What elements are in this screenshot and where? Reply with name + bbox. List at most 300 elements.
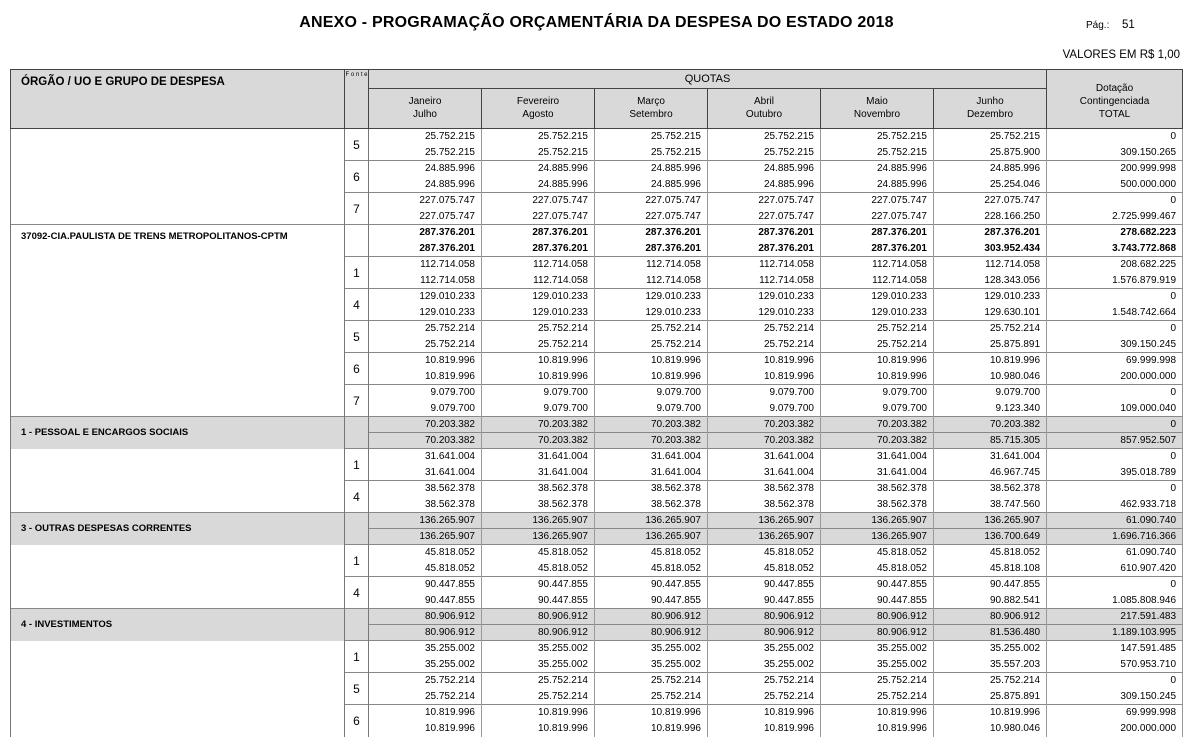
total-cell: 61.090.740: [1047, 513, 1183, 529]
quota-cell: 10.819.996: [934, 353, 1047, 369]
quota-cell: 25.752.214: [821, 689, 934, 705]
month-header: [708, 88, 821, 128]
total-cell: 2.725.999.467: [1047, 209, 1183, 225]
quota-cell: 10.819.996: [708, 353, 821, 369]
total-cell: 570.953.710: [1047, 657, 1183, 673]
quota-cell: 287.376.201: [482, 225, 595, 241]
quota-cell: 136.265.907: [708, 529, 821, 545]
quota-cell: 90.447.855: [708, 577, 821, 593]
quota-cell: 10.819.996: [369, 705, 482, 721]
quota-cell: 227.075.747: [482, 209, 595, 225]
budget-table: [10, 69, 1182, 737]
org-cell: [11, 705, 345, 737]
quota-cell: 9.123.340: [934, 401, 1047, 417]
quota-cell: 112.714.058: [482, 273, 595, 289]
quota-cell: 70.203.382: [482, 417, 595, 433]
quota-cell: 38.562.378: [482, 497, 595, 513]
quota-cell: 25.752.214: [708, 673, 821, 689]
quota-cell: 129.010.233: [821, 289, 934, 305]
quota-cell: 10.819.996: [821, 369, 934, 385]
quota-cell: 287.376.201: [482, 241, 595, 257]
fonte-cell: [345, 609, 369, 641]
quota-cell: 25.752.215: [369, 145, 482, 161]
month-header: [369, 88, 482, 128]
quota-cell: 10.819.996: [482, 369, 595, 385]
quota-cell: 25.752.214: [595, 673, 708, 689]
quota-cell: 112.714.058: [708, 257, 821, 273]
quota-cell: 80.906.912: [482, 609, 595, 625]
month-label: Maio: [866, 96, 888, 108]
table-row: [11, 193, 1183, 209]
quota-cell: 31.641.004: [821, 465, 934, 481]
quota-cell: 10.819.996: [595, 721, 708, 737]
quota-cell: 112.714.058: [821, 273, 934, 289]
month-header: [482, 88, 595, 128]
quota-cell: 24.885.996: [821, 161, 934, 177]
units-note: VALORES EM R$ 1,00: [1062, 49, 1180, 61]
fonte-cell: 6: [345, 705, 369, 737]
expense-group-label: 3 - OUTRAS DESPESAS CORRENTES: [11, 513, 345, 545]
quota-cell: 129.010.233: [595, 305, 708, 321]
fonte-cell: 5: [345, 129, 369, 161]
quota-cell: 31.641.004: [369, 449, 482, 465]
quota-cell: 136.265.907: [821, 513, 934, 529]
quota-cell: 10.819.996: [595, 369, 708, 385]
quota-cell: 10.819.996: [482, 353, 595, 369]
quota-cell: 227.075.747: [934, 193, 1047, 209]
quota-cell: 24.885.996: [708, 161, 821, 177]
fonte-cell: 7: [345, 193, 369, 225]
fonte-cell: 5: [345, 673, 369, 705]
quota-cell: 112.714.058: [369, 257, 482, 273]
quota-cell: 128.343.056: [934, 273, 1047, 289]
quota-cell: 80.906.912: [821, 625, 934, 641]
quota-cell: 10.819.996: [595, 353, 708, 369]
quota-cell: 25.752.214: [595, 321, 708, 337]
quota-cell: 9.079.700: [595, 401, 708, 417]
quota-cell: 70.203.382: [595, 417, 708, 433]
quota-cell: 25.875.891: [934, 337, 1047, 353]
total-cell: 61.090.740: [1047, 545, 1183, 561]
quota-cell: 38.562.378: [821, 497, 934, 513]
org-cell: [11, 577, 345, 609]
quota-cell: 136.265.907: [934, 513, 1047, 529]
table-row: [11, 449, 1183, 465]
quota-cell: 38.562.378: [595, 497, 708, 513]
fonte-cell: 4: [345, 481, 369, 513]
total-cell: 278.682.223: [1047, 225, 1183, 241]
quota-cell: 25.254.046: [934, 177, 1047, 193]
quota-cell: 35.557.203: [934, 657, 1047, 673]
table-row: [11, 609, 1183, 625]
quota-cell: 112.714.058: [934, 257, 1047, 273]
quota-cell: 9.079.700: [934, 385, 1047, 401]
quota-cell: 25.752.214: [369, 689, 482, 705]
quota-cell: 31.641.004: [821, 449, 934, 465]
quota-cell: 45.818.052: [482, 561, 595, 577]
quota-cell: 38.562.378: [482, 481, 595, 497]
quota-cell: 81.536.480: [934, 625, 1047, 641]
quota-cell: 24.885.996: [595, 177, 708, 193]
month-label: Abril: [753, 96, 774, 108]
total-cell: 1.548.742.664: [1047, 305, 1183, 321]
quota-cell: 35.255.002: [708, 641, 821, 657]
quota-cell: 25.752.214: [369, 337, 482, 353]
quota-cell: 38.562.378: [708, 497, 821, 513]
fonte-cell: 6: [345, 353, 369, 385]
quota-cell: 136.265.907: [369, 513, 482, 529]
quota-cell: 24.885.996: [708, 177, 821, 193]
page-label: Pág.:: [1086, 20, 1110, 31]
quota-cell: 10.819.996: [708, 369, 821, 385]
quota-cell: 25.752.214: [708, 321, 821, 337]
quota-cell: 35.255.002: [595, 657, 708, 673]
table-row: [11, 289, 1183, 305]
quota-cell: 9.079.700: [482, 385, 595, 401]
page-number: 51: [1122, 19, 1135, 31]
quota-cell: 25.752.214: [708, 337, 821, 353]
month-label: Novembro: [853, 109, 901, 121]
quota-cell: 35.255.002: [821, 641, 934, 657]
total-cell: 0: [1047, 481, 1183, 497]
table-row: [11, 705, 1183, 721]
total-cell: 200.000.000: [1047, 369, 1183, 385]
document-title: ANEXO - PROGRAMAÇÃO ORÇAMENTÁRIA DA DESPESA DO ESTADO 2018: [299, 14, 894, 31]
quota-cell: 38.562.378: [369, 481, 482, 497]
quota-cell: 35.255.002: [482, 657, 595, 673]
month-label: Outubro: [745, 109, 783, 121]
total-cell: 69.999.998: [1047, 353, 1183, 369]
quota-cell: 25.752.214: [934, 673, 1047, 689]
table-row: [11, 225, 1183, 241]
quota-cell: 227.075.747: [821, 193, 934, 209]
quota-cell: 70.203.382: [821, 433, 934, 449]
quota-cell: 25.752.214: [821, 337, 934, 353]
quota-cell: 38.562.378: [821, 481, 934, 497]
quota-cell: 9.079.700: [369, 401, 482, 417]
quota-cell: 227.075.747: [369, 193, 482, 209]
total-cell: 109.000.040: [1047, 401, 1183, 417]
total-cell: 0: [1047, 673, 1183, 689]
fonte-cell: 4: [345, 289, 369, 321]
total-cell: 0: [1047, 449, 1183, 465]
quota-cell: 45.818.108: [934, 561, 1047, 577]
quota-cell: 9.079.700: [821, 385, 934, 401]
quota-cell: 80.906.912: [708, 609, 821, 625]
quota-cell: 45.818.052: [934, 545, 1047, 561]
quota-cell: 25.752.215: [482, 129, 595, 145]
quota-cell: 129.010.233: [482, 289, 595, 305]
quota-cell: 10.819.996: [708, 721, 821, 737]
quota-cell: 25.752.214: [482, 673, 595, 689]
quota-cell: 80.906.912: [595, 609, 708, 625]
quota-cell: 25.752.215: [934, 129, 1047, 145]
quota-cell: 136.265.907: [708, 513, 821, 529]
org-cell: [11, 641, 345, 673]
quota-cell: 10.980.046: [934, 721, 1047, 737]
quota-cell: 112.714.058: [708, 273, 821, 289]
org-cell: [11, 321, 345, 353]
quota-cell: 31.641.004: [595, 465, 708, 481]
quota-cell: 25.752.214: [821, 321, 934, 337]
quota-cell: 112.714.058: [821, 257, 934, 273]
quota-cell: 38.562.378: [369, 497, 482, 513]
org-cell: [11, 673, 345, 705]
quota-cell: 25.752.215: [595, 145, 708, 161]
quota-cell: 129.010.233: [595, 289, 708, 305]
quota-cell: 9.079.700: [595, 385, 708, 401]
org-cell: [11, 193, 345, 225]
quota-cell: 10.819.996: [821, 353, 934, 369]
total-cell: 0: [1047, 577, 1183, 593]
quota-cell: 303.952.434: [934, 241, 1047, 257]
quota-cell: 70.203.382: [369, 417, 482, 433]
quota-cell: 136.265.907: [369, 529, 482, 545]
quota-cell: 31.641.004: [934, 449, 1047, 465]
fonte-column-header: F o n t e: [345, 70, 369, 129]
total-cell: 857.952.507: [1047, 433, 1183, 449]
quota-cell: 38.562.378: [934, 481, 1047, 497]
quotas-header: QUOTAS: [369, 70, 1047, 89]
total-cell: 309.150.265: [1047, 145, 1183, 161]
org-cell: [11, 385, 345, 417]
quota-cell: 80.906.912: [821, 609, 934, 625]
fonte-cell: 4: [345, 577, 369, 609]
quota-cell: 129.010.233: [821, 305, 934, 321]
fonte-cell: 7: [345, 385, 369, 417]
month-label: Setembro: [629, 109, 673, 121]
quota-cell: 25.875.891: [934, 689, 1047, 705]
quota-cell: 129.010.233: [708, 289, 821, 305]
quota-cell: 287.376.201: [708, 241, 821, 257]
org-cell: [11, 257, 345, 289]
month-label: Fevereiro: [516, 96, 560, 108]
month-header: [595, 88, 708, 128]
quota-cell: 80.906.912: [369, 609, 482, 625]
total-cell: 1.576.879.919: [1047, 273, 1183, 289]
total-cell: 147.591.485: [1047, 641, 1183, 657]
quota-cell: 90.882.541: [934, 593, 1047, 609]
org-cell: [11, 481, 345, 513]
quota-cell: 25.752.214: [934, 321, 1047, 337]
quota-cell: 25.752.215: [821, 145, 934, 161]
quota-cell: 80.906.912: [934, 609, 1047, 625]
quota-cell: 10.819.996: [708, 705, 821, 721]
quota-cell: 45.818.052: [595, 545, 708, 561]
month-label: Janeiro: [408, 96, 442, 108]
quota-cell: 112.714.058: [482, 257, 595, 273]
org-cell: [11, 289, 345, 321]
quota-cell: 25.752.215: [708, 129, 821, 145]
expense-group-label: 4 - INVESTIMENTOS: [11, 609, 345, 641]
table-row: [11, 641, 1183, 657]
quota-cell: 45.818.052: [821, 561, 934, 577]
quota-cell: 9.079.700: [369, 385, 482, 401]
total-cell: 309.150.245: [1047, 337, 1183, 353]
quota-cell: 45.818.052: [708, 561, 821, 577]
quota-cell: 90.447.855: [482, 593, 595, 609]
total-header-line: Contingenciada: [1079, 95, 1150, 107]
table-row: [11, 577, 1183, 593]
fonte-cell: [345, 225, 369, 257]
org-unit-label: 37092-CIA.PAULISTA DE TRENS METROPOLITANOS-CPTM: [11, 225, 345, 257]
org-cell: [11, 129, 345, 161]
quota-cell: 136.700.649: [934, 529, 1047, 545]
quota-cell: 10.819.996: [821, 721, 934, 737]
quota-cell: 31.641.004: [595, 449, 708, 465]
quota-cell: 31.641.004: [369, 465, 482, 481]
total-cell: 69.999.998: [1047, 705, 1183, 721]
quota-cell: 85.715.305: [934, 433, 1047, 449]
table-row: [11, 385, 1183, 401]
table-row: [11, 417, 1183, 433]
table-row: [11, 129, 1183, 145]
quota-cell: 70.203.382: [595, 433, 708, 449]
quota-cell: 25.752.214: [595, 689, 708, 705]
quota-cell: 45.818.052: [821, 545, 934, 561]
quota-cell: 38.562.378: [595, 481, 708, 497]
quota-cell: 25.752.214: [482, 689, 595, 705]
total-cell: 0: [1047, 321, 1183, 337]
quota-cell: 136.265.907: [482, 529, 595, 545]
quota-cell: 129.010.233: [482, 305, 595, 321]
quota-cell: 9.079.700: [708, 401, 821, 417]
quota-cell: 70.203.382: [369, 433, 482, 449]
quota-cell: 24.885.996: [934, 161, 1047, 177]
quota-cell: 287.376.201: [369, 225, 482, 241]
quota-cell: 227.075.747: [708, 193, 821, 209]
quota-cell: 31.641.004: [482, 449, 595, 465]
quota-cell: 10.980.046: [934, 369, 1047, 385]
fonte-cell: 5: [345, 321, 369, 353]
table-row: [11, 545, 1183, 561]
quota-cell: 25.752.214: [595, 337, 708, 353]
total-cell: 395.018.789: [1047, 465, 1183, 481]
quota-cell: 227.075.747: [595, 209, 708, 225]
quota-cell: 287.376.201: [821, 241, 934, 257]
quota-cell: 287.376.201: [369, 241, 482, 257]
quota-cell: 70.203.382: [821, 417, 934, 433]
quota-cell: 10.819.996: [821, 705, 934, 721]
fonte-cell: 6: [345, 161, 369, 193]
quota-cell: 70.203.382: [708, 433, 821, 449]
quota-cell: 90.447.855: [369, 593, 482, 609]
quota-cell: 35.255.002: [708, 657, 821, 673]
quota-cell: 46.967.745: [934, 465, 1047, 481]
month-label: Dezembro: [966, 109, 1014, 121]
quota-cell: 70.203.382: [934, 417, 1047, 433]
month-label: Julho: [413, 109, 437, 121]
total-cell: 208.682.225: [1047, 257, 1183, 273]
quota-cell: 90.447.855: [595, 593, 708, 609]
table-row: [11, 513, 1183, 529]
fonte-cell: 1: [345, 641, 369, 673]
month-label: Agosto: [522, 109, 554, 121]
quota-cell: 227.075.747: [821, 209, 934, 225]
quota-cell: 10.819.996: [369, 721, 482, 737]
quota-cell: 129.010.233: [369, 289, 482, 305]
total-cell: 217.591.483: [1047, 609, 1183, 625]
quota-cell: 287.376.201: [934, 225, 1047, 241]
quota-cell: 10.819.996: [595, 705, 708, 721]
quota-cell: 25.752.215: [708, 145, 821, 161]
quota-cell: 287.376.201: [821, 225, 934, 241]
expense-group-label: 1 - PESSOAL E ENCARGOS SOCIAIS: [11, 417, 345, 449]
total-cell: 1.696.716.366: [1047, 529, 1183, 545]
total-cell: 309.150.245: [1047, 689, 1183, 705]
quota-cell: 129.010.233: [708, 305, 821, 321]
quota-cell: 136.265.907: [482, 513, 595, 529]
quota-cell: 24.885.996: [821, 177, 934, 193]
quota-cell: 45.818.052: [482, 545, 595, 561]
month-header: [821, 88, 934, 128]
total-header-line: Dotação: [1095, 82, 1134, 94]
total-cell: 3.743.772.868: [1047, 241, 1183, 257]
quota-cell: 35.255.002: [934, 641, 1047, 657]
quota-cell: 45.818.052: [369, 545, 482, 561]
total-cell: 200.000.000: [1047, 721, 1183, 737]
org-cell: [11, 161, 345, 193]
quota-cell: 287.376.201: [595, 225, 708, 241]
quota-cell: 136.265.907: [595, 529, 708, 545]
org-column-header: ÓRGÃO / UO E GRUPO DE DESPESA: [11, 70, 345, 129]
quota-cell: 10.819.996: [482, 705, 595, 721]
total-header-line: TOTAL: [1098, 108, 1131, 120]
total-cell: 0: [1047, 289, 1183, 305]
total-column-header: [1047, 70, 1183, 129]
quota-cell: 9.079.700: [821, 401, 934, 417]
total-cell: 500.000.000: [1047, 177, 1183, 193]
total-cell: 0: [1047, 129, 1183, 145]
total-cell: 0: [1047, 385, 1183, 401]
total-cell: 610.907.420: [1047, 561, 1183, 577]
quota-cell: 80.906.912: [595, 625, 708, 641]
quota-cell: 90.447.855: [934, 577, 1047, 593]
table-row: [11, 321, 1183, 337]
quota-cell: 25.752.214: [821, 673, 934, 689]
quota-cell: 9.079.700: [482, 401, 595, 417]
fonte-cell: [345, 513, 369, 545]
quota-cell: 136.265.907: [595, 513, 708, 529]
table-row: [11, 257, 1183, 273]
quota-cell: 25.752.215: [595, 129, 708, 145]
table-row: [11, 353, 1183, 369]
quota-cell: 129.010.233: [369, 305, 482, 321]
quota-cell: 25.752.214: [482, 337, 595, 353]
quota-cell: 25.752.214: [369, 673, 482, 689]
quota-cell: 129.630.101: [934, 305, 1047, 321]
quota-cell: 35.255.002: [595, 641, 708, 657]
org-cell: [11, 449, 345, 481]
quota-cell: 25.752.215: [369, 129, 482, 145]
quota-cell: 228.166.250: [934, 209, 1047, 225]
quota-cell: 31.641.004: [708, 465, 821, 481]
quota-cell: 80.906.912: [369, 625, 482, 641]
quota-cell: 25.752.214: [369, 321, 482, 337]
quota-cell: 80.906.912: [708, 625, 821, 641]
month-label: Março: [637, 96, 665, 108]
table-row: [11, 481, 1183, 497]
quota-cell: 35.255.002: [369, 641, 482, 657]
quota-cell: 227.075.747: [482, 193, 595, 209]
quota-cell: 90.447.855: [821, 577, 934, 593]
quota-cell: 10.819.996: [482, 721, 595, 737]
quota-cell: 227.075.747: [369, 209, 482, 225]
quota-cell: 287.376.201: [595, 241, 708, 257]
quota-cell: 287.376.201: [708, 225, 821, 241]
quota-cell: 227.075.747: [595, 193, 708, 209]
month-header: [934, 88, 1047, 128]
